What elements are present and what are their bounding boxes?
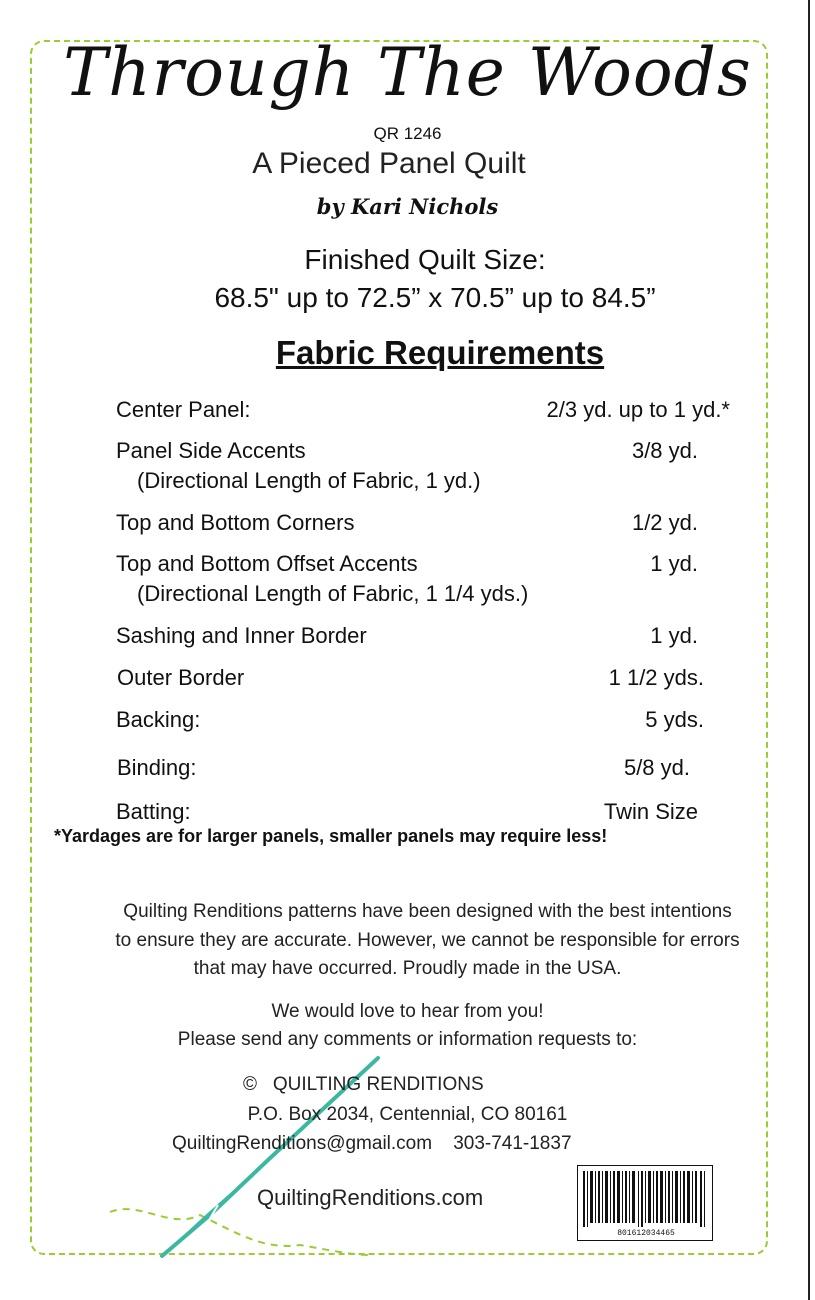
fabric-requirements-heading: Fabric Requirements: [275, 334, 605, 371]
req-note-offset-accents: (Directional Length of Fabric, 1 1/4 yds.): [137, 581, 529, 606]
copyright-line: [243, 1074, 484, 1096]
email-phone-line: [172, 1133, 572, 1155]
finished-size-value: 68.5" up to 72.5” x 70.5” up to 84.5”: [214, 282, 656, 313]
req-amount-sashing-inner-border: 1 yd.: [650, 623, 698, 648]
author: by Kari Nichols: [316, 194, 499, 219]
disclaimer-line-1: Quilting Renditions patterns have been designed with the best intentions: [123, 901, 732, 922]
disclaimer-line-2: to ensure they are accurate. However, we cannot be responsible for errors: [115, 930, 740, 951]
feedback-line-2: Please send any comments or information requests to:: [177, 1029, 638, 1050]
yardage-footnote: *Yardages are for larger panels, smaller panels may require less!: [54, 826, 608, 846]
req-note-panel-side-accents: (Directional Length of Fabric, 1 yd.): [137, 468, 481, 493]
page-title: Through The Woods: [63, 34, 752, 111]
req-amount-panel-side-accents: 3/8 yd.: [631, 438, 698, 463]
req-amount-batting: Twin Size: [603, 799, 698, 824]
req-name-sashing-inner-border: Sashing and Inner Border: [116, 623, 367, 648]
req-name-backing: Backing:: [116, 707, 201, 732]
barcode: [577, 1165, 713, 1241]
req-name-center-panel: Center Panel:: [116, 397, 251, 422]
pattern-code: QR 1246: [373, 124, 442, 143]
company-name: QUILTING RENDITIONS: [272, 1074, 484, 1095]
req-amount-binding: 5/8 yd.: [623, 755, 690, 780]
barcode-number: 801612034465: [617, 1229, 675, 1238]
barcode-icon: [578, 1166, 712, 1228]
req-name-outer-border: Outer Border: [117, 665, 245, 690]
mailing-address: P.O. Box 2034, Centennial, CO 80161: [247, 1104, 568, 1125]
req-name-top-bottom-corners: Top and Bottom Corners: [116, 510, 355, 535]
subtitle: A Pieced Panel Quilt: [252, 147, 526, 180]
req-name-batting: Batting:: [116, 799, 191, 824]
req-amount-outer-border: 1 1/2 yds.: [608, 665, 704, 690]
req-name-offset-accents: Top and Bottom Offset Accents: [116, 551, 418, 576]
copyright-icon: ©: [243, 1074, 257, 1095]
feedback-line-1: We would love to hear from you!: [271, 1001, 544, 1022]
req-name-panel-side-accents: Panel Side Accents: [116, 438, 306, 463]
finished-size-label: Finished Quilt Size:: [304, 244, 546, 275]
req-amount-offset-accents: 1 yd.: [650, 551, 698, 576]
req-amount-center-panel: 2/3 yd. up to 1 yd.*: [546, 397, 730, 422]
req-amount-backing: 5 yds.: [645, 707, 704, 732]
website-link[interactable]: QuiltingRenditions.com: [257, 1185, 484, 1210]
contact-phone: 303-741-1837: [453, 1133, 572, 1154]
req-name-binding: Binding:: [117, 755, 197, 780]
contact-email[interactable]: QuiltingRenditions@gmail.com: [172, 1133, 433, 1154]
req-amount-top-bottom-corners: 1/2 yd.: [631, 510, 698, 535]
disclaimer-line-3: that may have occurred. Proudly made in the USA.: [193, 958, 622, 979]
